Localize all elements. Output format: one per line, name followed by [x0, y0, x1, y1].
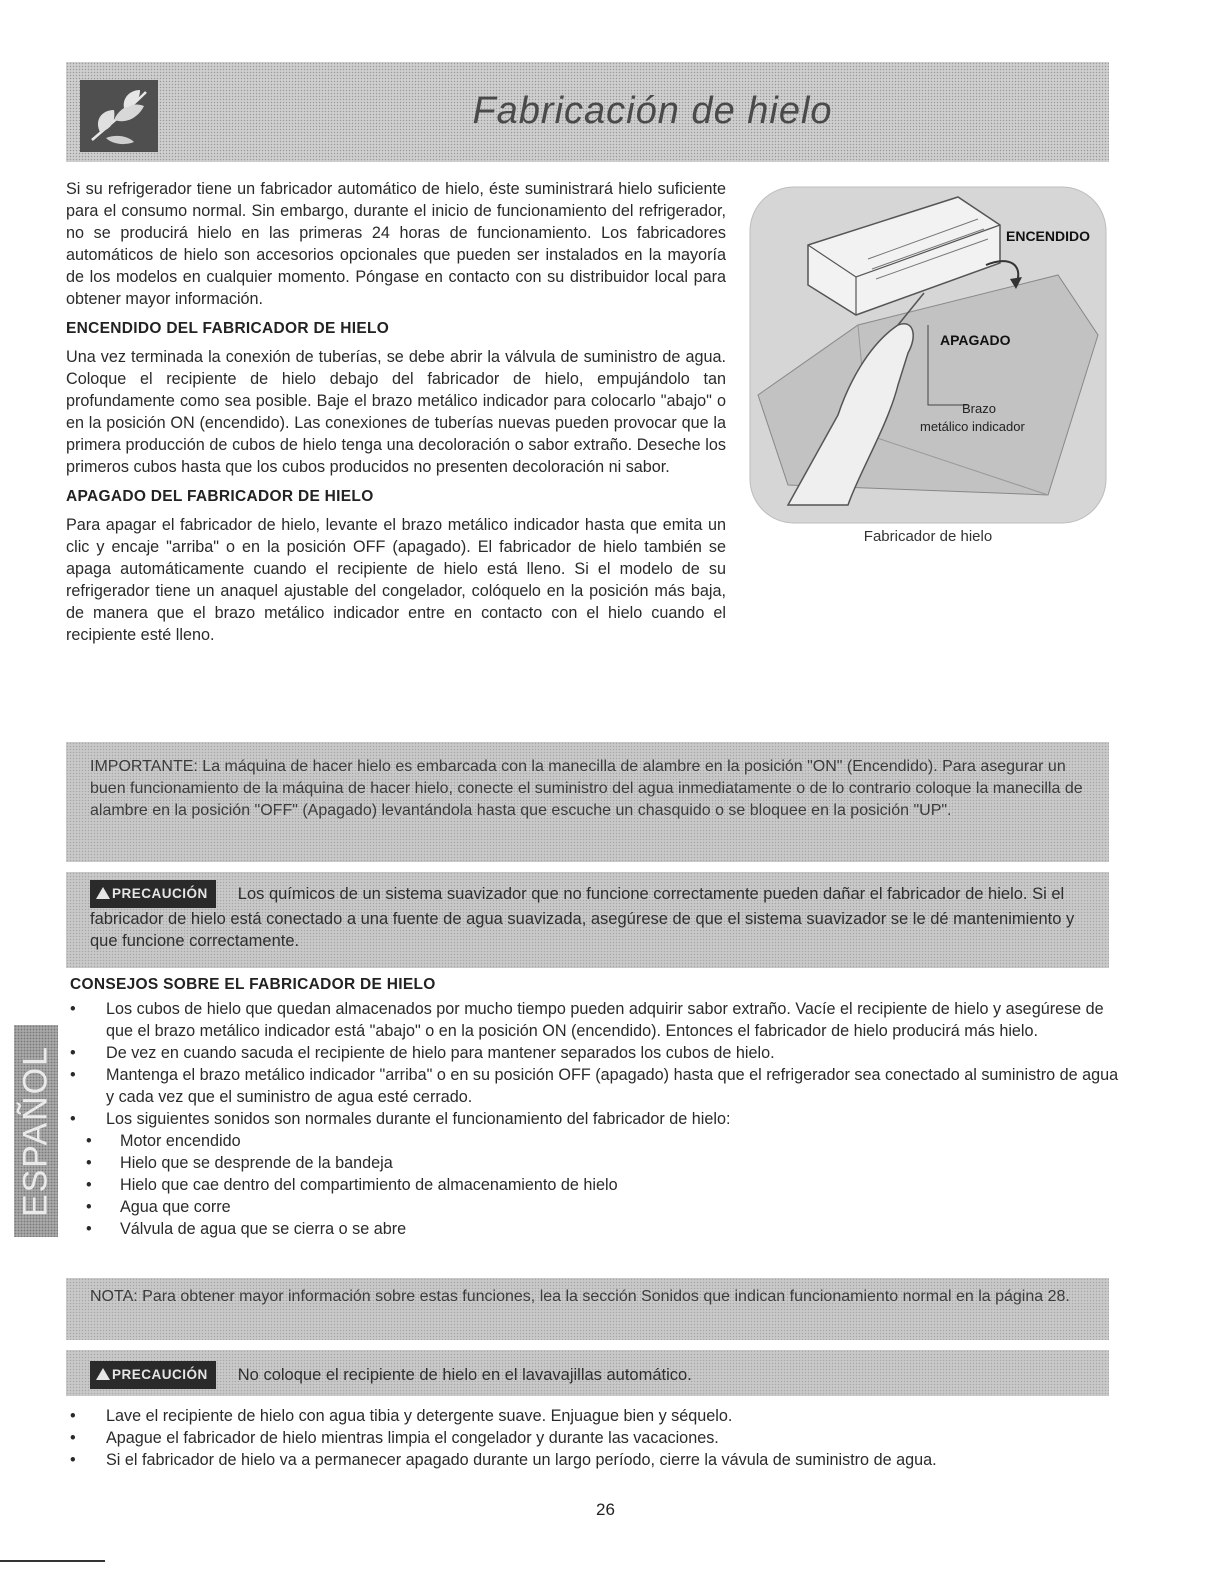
tips-section	[70, 976, 1120, 1240]
footer-rule	[0, 1560, 105, 1562]
list-item: • Motor encendido	[70, 1130, 1120, 1152]
figure-caption: Fabricador de hielo	[863, 528, 993, 545]
language-side-tab	[14, 1025, 58, 1237]
tips-heading: CONSEJOS SOBRE EL FABRICADOR DE HIELO	[70, 976, 436, 993]
intro-paragraph: Si su refrigerador tiene un fabricador automático de hielo, éste suministrará hielo suficiente para el consumo normal. Sin embargo, durante el inicio de funcionamiento del refrigerador, no se producirá hielo en las primeras 24 horas de funcionamiento. Los fabricadores automáticos de hielo son accesorios opcionales que pueden ser instalados en la mayoría de los modelos en cualquier momento. Póngase en contacto con su distribuidor local para obtener mayor información.	[66, 180, 726, 308]
section-heading-off: APAGADO DEL FABRICADOR DE HIELO	[66, 488, 374, 505]
list-item: • Válvula de agua que se cierra o se abre	[70, 1218, 1120, 1240]
side-tab-label: ESPAÑOL	[16, 1044, 55, 1218]
list-item: • Los siguientes sonidos son normales durante el funcionamiento del fabricador de hielo:	[70, 1108, 1120, 1130]
page-title: Fabricación de hielo	[472, 90, 833, 132]
section-heading-on: ENCENDIDO DEL FABRICADOR DE HIELO	[66, 320, 390, 337]
main-text-column	[66, 178, 726, 656]
page-number: 26	[596, 1500, 615, 1519]
list-item: • Si el fabricador de hielo va a permanecer apagado durante un largo período, cierre la vávula de suministro de agua.	[70, 1449, 1120, 1471]
list-item: • Lave el recipiente de hielo con agua tibia y detergente suave. Enjuague bien y séquelo.	[70, 1405, 1120, 1427]
list-item: • Apague el fabricador de hielo mientras limpia el congelador y durante las vacaciones.	[70, 1427, 1120, 1449]
care-section	[70, 1405, 1120, 1471]
warning-triangle-icon	[96, 1368, 110, 1380]
section-text-on: Una vez terminada la conexión de tuberías, se debe abrir la válvula de suministro de agua. Coloque el recipiente de hielo debajo del fabricador de hielo, empujándolo tan profundamente como sea posible. Baje el brazo metálico indicador para colocarlo "abajo" o en la posición ON (encendido). Las conexiones de tuberías nuevas pueden provocar que la primera producción de cubos de hielo tenga una decoloración o sabor extraño. Deseche los primeros cubos hasta que los cubos producidos no presenten decoloración ni sabor.	[66, 348, 726, 476]
figure-label-on: ENCENDIDO	[1006, 228, 1091, 244]
caution-text-dishwasher: No coloque el recipiente de hielo en el lavavajillas automático.	[237, 1366, 692, 1384]
figure-label-arm-2: metálico indicador	[920, 419, 1025, 434]
caution-text-softener: Los químicos de un sistema suavizador que no funcione correctamente pueden dañar el fabricador de hielo. Si el fabricador de hielo está conectado a una fuente de agua suavizada, asegúrese de que el sistema suavizador se le dé mantenimiento y que funcione correctamente.	[90, 885, 1075, 950]
caution-badge	[90, 1361, 216, 1389]
caution-badge-label: PRECAUCIÓN	[112, 1367, 208, 1382]
caution-badge	[90, 880, 216, 908]
section-text-off: Para apagar el fabricador de hielo, levante el brazo metálico indicador hasta que emita un clic y encaje "arriba" o en la posición OFF (apagado). El fabricador de hielo también se apaga automáticamente cuando el recipiente de hielo está lleno. Si el modelo de su refrigerador tiene un anaquel ajustable del congelador, colóquelo en la posición más baja, de manera que el brazo metálico indicador entre en contacto con el hielo cuando el recipiente esté lleno.	[66, 516, 726, 644]
caution-notice-softener	[66, 872, 1109, 968]
ice-maker-illustration	[748, 185, 1108, 525]
list-item: • De vez en cuando sacuda el recipiente de hielo para mantener separados los cubos de hielo.	[70, 1042, 1120, 1064]
caution-badge-label: PRECAUCIÓN	[112, 886, 208, 901]
list-item: • Hielo que cae dentro del compartimiento de almacenamiento de hielo	[70, 1174, 1120, 1196]
page-title-banner	[66, 62, 1109, 162]
care-list	[70, 1405, 1120, 1471]
list-item: • Mantenga el brazo metálico indicador "arriba" o en su posición OFF (apagado) hasta que el refrigerador sea conectado al suministro de agua y cada vez que el suministro de agua esté cerrado.	[70, 1064, 1120, 1108]
list-item: • Agua que corre	[70, 1196, 1120, 1218]
caution-notice-dishwasher	[66, 1350, 1109, 1396]
tips-list	[70, 998, 1120, 1130]
sounds-list	[70, 1130, 1120, 1240]
list-item: • Los cubos de hielo que quedan almacenados por mucho tiempo pueden adquirir sabor extraño. Vacíe el recipiente de hielo y asegúrese de que el brazo metálico indicador está "abajo" o en la posición ON (encendido). Entonces el fabricador de hielo producirá más hielo.	[70, 998, 1120, 1042]
important-notice: IMPORTANTE: La máquina de hacer hielo es embarcada con la manecilla de alambre en la posición "ON" (Encendido). Para asegurar un buen funcionamiento de la máquina de hacer hielo, conecte el suministro del agua inmediatamente o de lo contrario coloque la manecilla de alambre en la posición "OFF" (Apagado) levantándola hasta que escuche un chasquido o se bloquee en la posición "UP".	[66, 742, 1109, 862]
warning-triangle-icon	[96, 887, 110, 899]
list-item: • Hielo que se desprende de la bandeja	[70, 1152, 1120, 1174]
figure-label-off: APAGADO	[940, 332, 1011, 348]
note-box: NOTA: Para obtener mayor información sobre estas funciones, lea la sección Sonidos que indican funcionamiento normal en la página 28.	[66, 1278, 1109, 1340]
figure-label-arm-1: Brazo	[962, 401, 996, 416]
